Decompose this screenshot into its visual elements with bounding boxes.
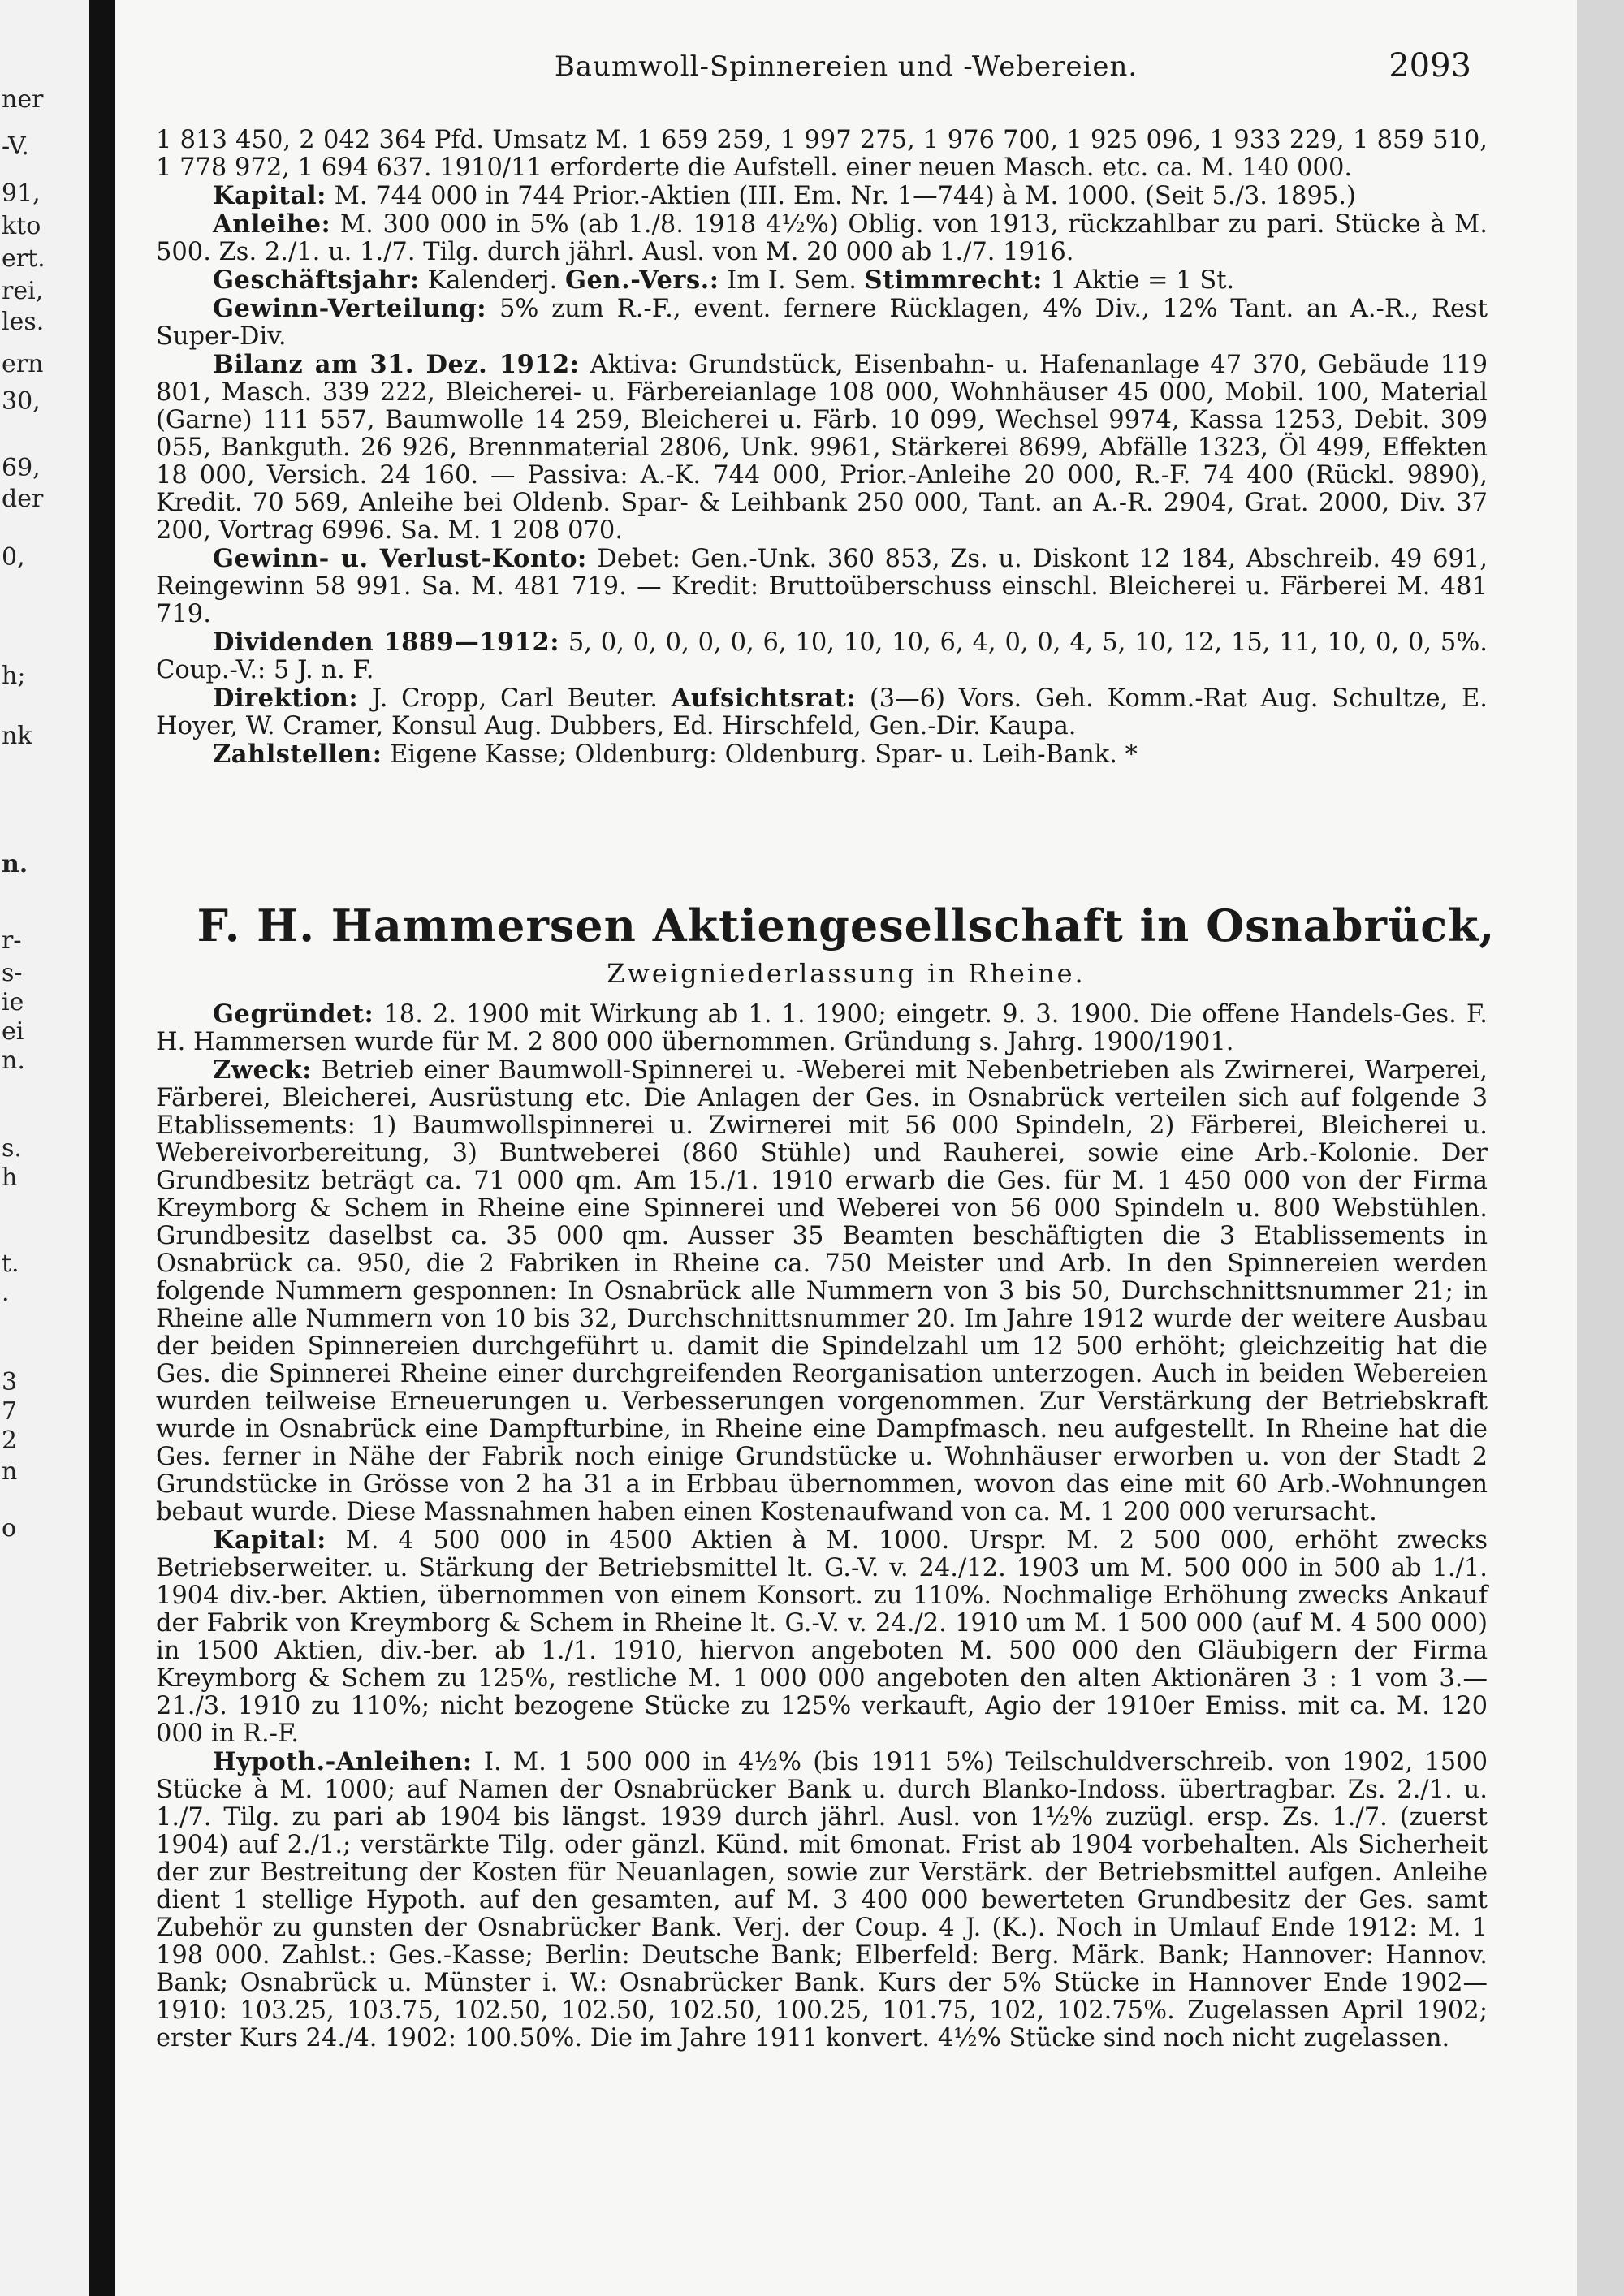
left-fragment: o [2, 1514, 17, 1543]
left-fragment: nk [2, 722, 32, 750]
dividenden-paragraph: Dividenden 1889—1912: 5, 0, 0, 0, 0, 0, 6, 10, 10, 10, 6, 4, 0, 0, 4, 5, 10, 12, 15, 11, 10, 0, 0, 5%. Coup.-V.: 5 J. n. F. [156, 628, 1488, 684]
left-fragment: rei, [2, 277, 44, 305]
left-fragment: ie [2, 988, 24, 1016]
gegruendet-paragraph: Gegründet: 18. 2. 1900 mit Wirkung ab 1. 1. 1900; eingetr. 9. 3. 1900. Die offene Handels-Ges. F. H. Hammersen wurde für M. 2 800 000 übernommen. Gründung s. Jahrg. 1900/1901. [156, 999, 1488, 1056]
previous-company-entry [156, 127, 1488, 769]
left-fragment: n. [2, 1047, 25, 1075]
production-figures: 1 813 450, 2 042 364 Pfd. Umsatz M. 1 659 259, 1 997 275, 1 976 700, 1 925 096, 1 933 229, 1 859 510, 1 778 972, 1 694 637. 1910/11 erforderte die Aufstell. einer neuen Masch. etc. ca. M. 140 000. [156, 126, 1488, 182]
left-fragment: t. [2, 1249, 19, 1278]
left-fragment: n. [2, 850, 28, 878]
page-number: 2093 [1389, 47, 1471, 84]
company-heading: F. H. Hammersen Aktiengesellschaft in Osnabrück, [197, 900, 1496, 952]
left-fragment: 69, [2, 454, 41, 482]
left-fragment: n [2, 1457, 18, 1486]
right-page-edge [1577, 0, 1624, 2296]
left-fragment: ern [2, 350, 44, 378]
gewinn-verteilung-paragraph: Gewinn-Verteilung: 5% zum R.-F., event. fernere Rücklagen, 4% Div., 12% Tant. an A.-R., Rest Super-Div. [156, 294, 1488, 351]
left-fragment: kto [2, 212, 41, 240]
left-fragment: 3 [2, 1368, 18, 1396]
left-fragment: les. [2, 308, 45, 336]
left-page-margin [0, 0, 89, 2296]
zweck-paragraph: Zweck: Betrieb einer Baumwoll-Spinnerei u. -Weberei mit Nebenbetrieben als Zwirnerei, Warperei, Färberei, Bleicherei, Ausrüstung etc. Die Anlagen der Ges. in Osnabrück verteilen sich auf folgende 3 Etablissements: 1) Baumwollspinnerei u. Zwirnerei mit 56 000 Spindeln, 2) Färberei, Bleicherei u. Webereivorbereitung, 3) Buntweberei (860 Stühle) und Rauherei, sowie eine Arb.-Kolonie. Der Grundbesitz beträgt ca. 71 000 qm. Am 15./1. 1910 erwarb die Ges. für M. 1 450 000 von der Firma Kreymborg & Schem in Rheine eine Spinnerei und Weberei von 56 000 Spindeln u. 800 Webstühlen. Grundbesitz daselbst ca. 35 000 qm. Ausser 35 Beamten beschäftigten die 3 Etablissements in Osnabrück ca. 950, die 2 Fabriken in Rheine ca. 750 Meister und Arb. In den Spinnereien werden folgende Nummern gesponnen: In Osnabrück alle Nummern von 3 bis 50, Durchschnittsnummer 21; in Rheine alle Nummern von 10 bis 32, Durchschnittsnummer 20. Im Jahre 1912 wurde der weitere Ausbau der beiden Spinnereien durchgeführt u. damit die Spindelzahl um 12 500 erhöht; gleichzeitig hat die Ges. die Spinnerei Rheine einer durchgreifenden Reorganisation unterzogen. Auch in beiden Webereien wurden teilweise Erneuerungen u. Verbesserungen vorgenommen. Zur Verstärkung der Betriebskraft wurde in Osnabrück eine Dampfturbine, in Rheine eine Dampfmasch. neu aufgestellt. In Rheine hat die Ges. ferner in Nähe der Fabrik noch einige Grundstücke u. Wohnhäuser erworben u. von der Stadt 2 Grundstücke in Grösse von 2 ha 31 a in Erbbau übernommen, wovon das eine mit 60 Arb.-Wohnungen bebaut wurde. Diese Massnahmen haben einen Kostenaufwand von ca. M. 1 200 000 verursacht. [156, 1055, 1488, 1526]
left-fragment: 0, [2, 543, 25, 572]
running-title: Baumwoll-Spinnereien und -Webereien. [554, 50, 1138, 83]
guv-paragraph: Gewinn- u. Verlust-Konto: Debet: Gen.-Unk. 360 853, Zs. u. Diskont 12 184, Abschreib. 49 691, Reingewinn 58 991. Sa. M. 481 719. — Kredit: Bruttoüberschuss einschl. Bleicherei u. Färberei M. 481 719. [156, 544, 1488, 628]
left-fragment: h; [2, 662, 26, 690]
company-branch: Zweigniederlassung in Rheine. [607, 958, 1086, 989]
left-fragment: der [2, 485, 44, 513]
book-spine [89, 0, 115, 2296]
left-fragment: -V. [2, 132, 29, 161]
left-fragment: r- [2, 926, 22, 955]
anleihe-paragraph: Anleihe: M. 300 000 in 5% (ab 1./8. 1918 4½%) Oblig. von 1913, rückzahlbar zu pari. Stücke à M. 500. Zs. 2./1. u. 1./7. Tilg. durch jährl. Ausl. von M. 20 000 ab 1./7. 1916. [156, 209, 1488, 266]
direktion-paragraph: Direktion: J. Cropp, Carl Beuter. Aufsichtsrat: (3—6) Vors. Geh. Komm.-Rat Aug. Schultze, E. Hoyer, W. Cramer, Konsul Aug. Dubbers, Ed. Hirschfeld, Gen.-Dir. Kaupa. [156, 684, 1488, 740]
left-fragment: ei [2, 1017, 24, 1046]
left-fragment: 7 [2, 1397, 18, 1426]
left-fragment: s. [2, 1134, 22, 1163]
left-fragment: . [2, 1279, 10, 1307]
bilanz-paragraph: Bilanz am 31. Dez. 1912: Aktiva: Grundstück, Eisenbahn- u. Hafenanlage 47 370, Gebäude 119 801, Masch. 339 222, Bleicherei- u. Färbereianlage 108 000, Wohnhäuser 45 000, Mobil. 100, Material (Garne) 111 557, Baumwolle 14 259, Bleicherei u. Färb. 10 099, Wechsel 9974, Kassa 1253, Debit. 309 055, Bankguth. 26 926, Brennmaterial 2806, Unk. 9961, Stärkerei 8699, Abfälle 1323, Öl 499, Effekten 18 000, Versich. 24 160. — Passiva: A.-K. 744 000, Prior.-Anleihe 20 000, R.-F. 74 400 (Rückl. 9890), Kredit. 70 569, Anleihe bei Oldenb. Spar- & Leihbank 250 000, Tant. an A.-R. 2904, Grat. 2000, Div. 37 200, Vortrag 6996. Sa. M. 1 208 070. [156, 350, 1488, 545]
left-fragment: h [2, 1163, 18, 1192]
hammersen-entry [156, 1000, 1488, 2052]
kapital-paragraph: Kapital: M. 4 500 000 in 4500 Aktien à M. 1000. Urspr. M. 2 500 000, erhöht zwecks Betriebserweiter. u. Stärkung der Betriebsmittel lt. G.-V. v. 24./12. 1903 um M. 500 000 in 500 ab 1./1. 1904 div.-ber. Aktien, übernommen von einem Konsort. zu 110%. Nochmalige Erhöhung zwecks Ankauf der Fabrik von Kreymborg & Schem in Rheine lt. G.-V. v. 24./2. 1910 um M. 1 500 000 (auf M. 4 500 000) in 1500 Aktien, div.-ber. ab 1./1. 1910, hiervon angeboten M. 500 000 den Gläubigern der Firma Kreymborg & Schem zu 125%, restliche M. 1 000 000 angeboten den alten Aktionären 3 : 1 vom 3.—21./3. 1910 zu 110%; nicht bezogene Stücke zu 125% verkauft, Agio der 1910er Emiss. mit ca. M. 120 000 in R.-F. [156, 1526, 1488, 1748]
left-fragment: ner [2, 85, 44, 114]
left-fragment: 2 [2, 1426, 18, 1455]
left-fragment: 30, [2, 387, 41, 416]
zahlstellen-paragraph: Zahlstellen: Eigene Kasse; Oldenburg: Oldenburg. Spar- u. Leih-Bank. * [213, 740, 1138, 769]
document-page [115, 0, 1577, 2296]
left-fragment: 91, [2, 179, 41, 208]
meta-paragraph: Geschäftsjahr: Kalenderj. Gen.-Vers.: Im I. Sem. Stimmrecht: 1 Aktie = 1 St. [213, 265, 1235, 295]
hypoth-anleihen-paragraph: Hypoth.-Anleihen: I. M. 1 500 000 in 4½% (bis 1911 5%) Teilschuldverschreib. von 1902, 1500 Stücke à M. 1000; auf Namen der Osnabrücker Bank u. durch Blanko-Indoss. übertragbar. Zs. 2./1. u. 1./7. Tilg. zu pari ab 1904 bis längst. 1939 durch jährl. Ausl. von 1½% zuzügl. ersp. Zs. 1./7. (zuerst 1904) auf 2./1.; verstärkte Tilg. oder gänzl. Künd. mit 6monat. Frist ab 1904 vorbehalten. Als Sicherheit der zur Bestreitung der Kosten für Neuanlagen, sowie zur Verstärk. der Betriebsmittel aufgen. Anleihe dient 1 stellige Hypoth. auf den gesamten, auf M. 3 400 000 bewerteten Grundbesitz der Ges. samt Zubehör zu gunsten der Osnabrücker Bank. Verj. der Coup. 4 J. (K.). Noch in Umlauf Ende 1912: M. 1 198 000. Zahlst.: Ges.-Kasse; Berlin: Deutsche Bank; Elberfeld: Berg. Märk. Bank; Hannover: Hannov. Bank; Osnabrück u. Münster i. W.: Osnabrücker Bank. Kurs der 5% Stücke in Hannover Ende 1902—1910: 103.25, 103.75, 102.50, 102.50, 102.50, 100.25, 101.75, 102, 102.75%. Zugelassen April 1902; erster Kurs 24./4. 1902: 100.50%. Die im Jahre 1911 konvert. 4½% Stücke sind noch nicht zugelassen. [156, 1747, 1488, 2052]
left-fragment: ert. [2, 244, 45, 273]
left-fragment: s- [2, 959, 23, 987]
kapital-paragraph: Kapital: M. 744 000 in 744 Prior.-Aktien (III. Em. Nr. 1—744) à M. 1000. (Seit 5./3. 1895.) [213, 181, 1356, 210]
